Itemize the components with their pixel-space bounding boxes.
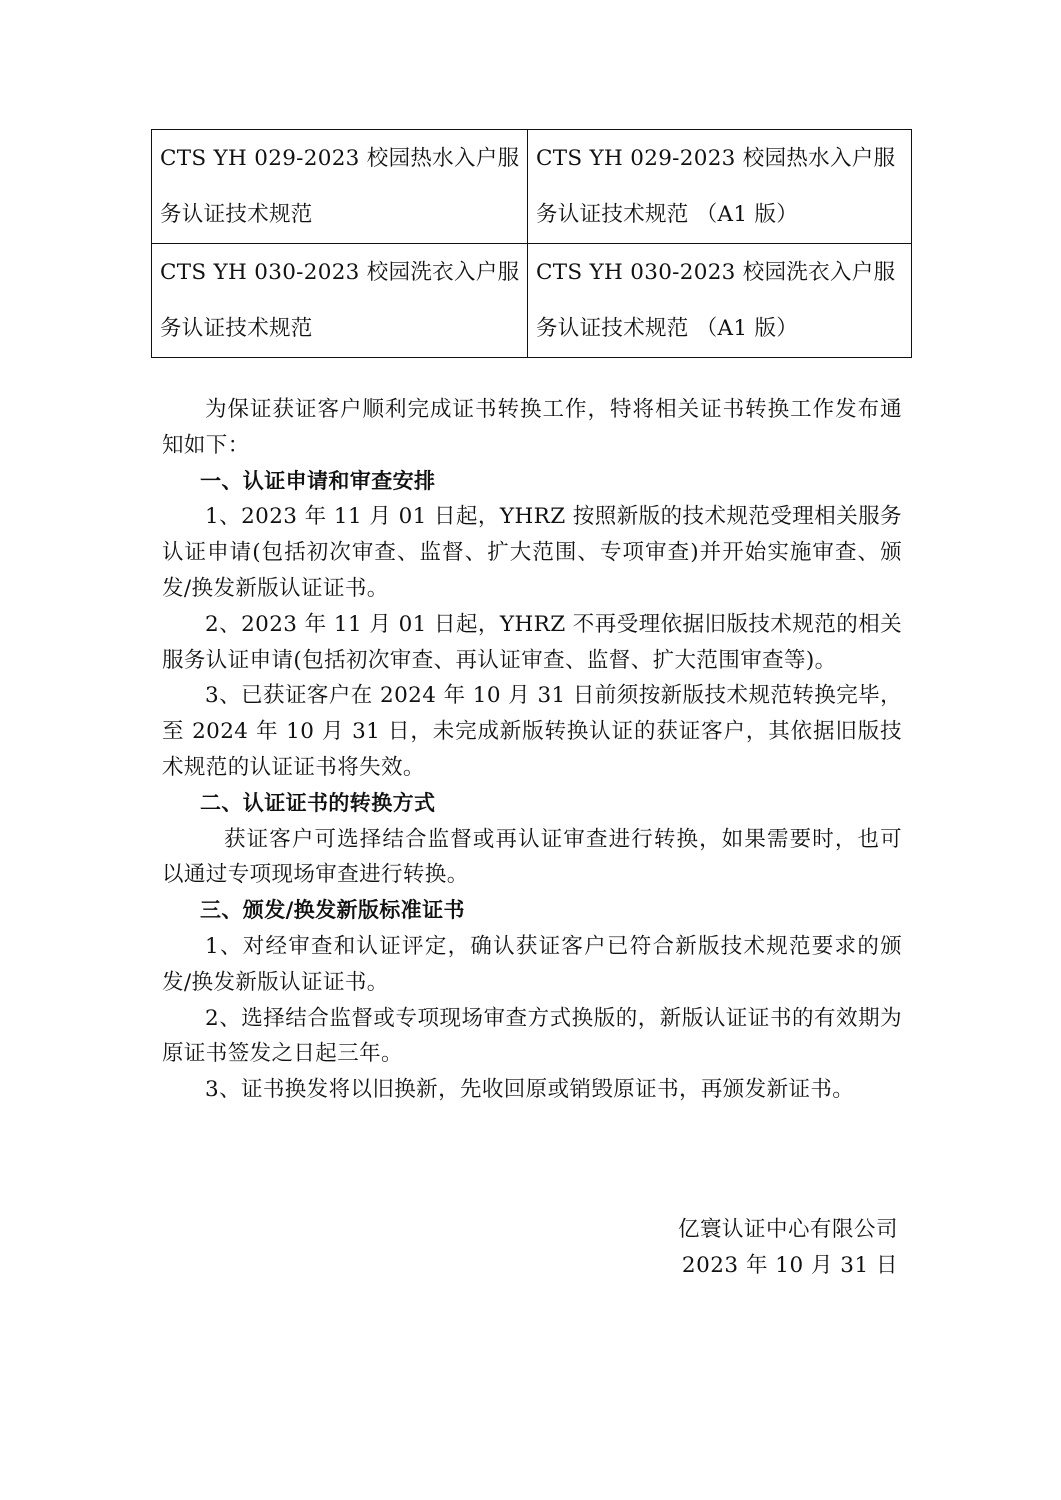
notice-body	[162, 392, 902, 1108]
section-item: 2、2023 年 11 月 01 日起，YHRZ 不再受理依据旧版技术规范的相关服务认证申请(包括初次审查、再认证审查、监督、扩大范围审查等)。	[162, 611, 902, 673]
table-cell-new-standard: CTS YH 029-2023 校园热水入户服务认证技术规范 （A1 版）	[528, 130, 912, 244]
section-heading: 二、认证证书的转换方式	[200, 790, 436, 815]
section-item: 3、已获证客户在 2024 年 10 月 31 日前须按新版技术规范转换完毕，至 2024 年 10 月 31 日，未完成新版转换认证的获证客户，其依据旧版技术规范的认证证书将失效。	[162, 683, 902, 780]
section-heading: 三、颁发/换发新版标准证书	[200, 898, 465, 923]
signature-block	[678, 1212, 898, 1284]
section-paragraph: 获证客户可选择结合监督或再认证审查进行转换，如果需要时，也可以通过专项现场审查进行转换。	[162, 826, 902, 888]
table-cell-new-standard: CTS YH 030-2023 校园洗衣入户服务认证技术规范 （A1 版）	[528, 244, 912, 358]
section-heading: 一、认证申请和审查安排	[200, 468, 436, 493]
intro-paragraph: 为保证获证客户顺利完成证书转换工作，特将相关证书转换工作发布通知如下：	[162, 397, 902, 458]
standards-table	[151, 129, 912, 358]
table-row	[152, 130, 912, 244]
section-item: 1、2023 年 11 月 01 日起，YHRZ 按照新版的技术规范受理相关服务认证申请(包括初次审查、监督、扩大范围、专项审查)并开始实施审查、颁发/换发新版认证证书。	[162, 504, 902, 601]
table-cell-old-standard: CTS YH 029-2023 校园热水入户服务认证技术规范	[152, 130, 528, 244]
section-item: 1、对经审查和认证评定，确认获证客户已符合新版技术规范要求的颁发/换发新版认证证书。	[162, 933, 902, 995]
issuing-organization: 亿寰认证中心有限公司	[677, 1217, 898, 1242]
section-item: 3、证书换发将以旧换新，先收回原或销毁原证书，再颁发新证书。	[205, 1077, 855, 1103]
section-item: 2、选择结合监督或专项现场审查方式换版的，新版认证证书的有效期为原证书签发之日起三年。	[162, 1005, 902, 1067]
issue-date: 2023 年 10 月 31 日	[681, 1253, 898, 1278]
table-row	[152, 244, 912, 358]
table-cell-old-standard: CTS YH 030-2023 校园洗衣入户服务认证技术规范	[152, 244, 528, 358]
